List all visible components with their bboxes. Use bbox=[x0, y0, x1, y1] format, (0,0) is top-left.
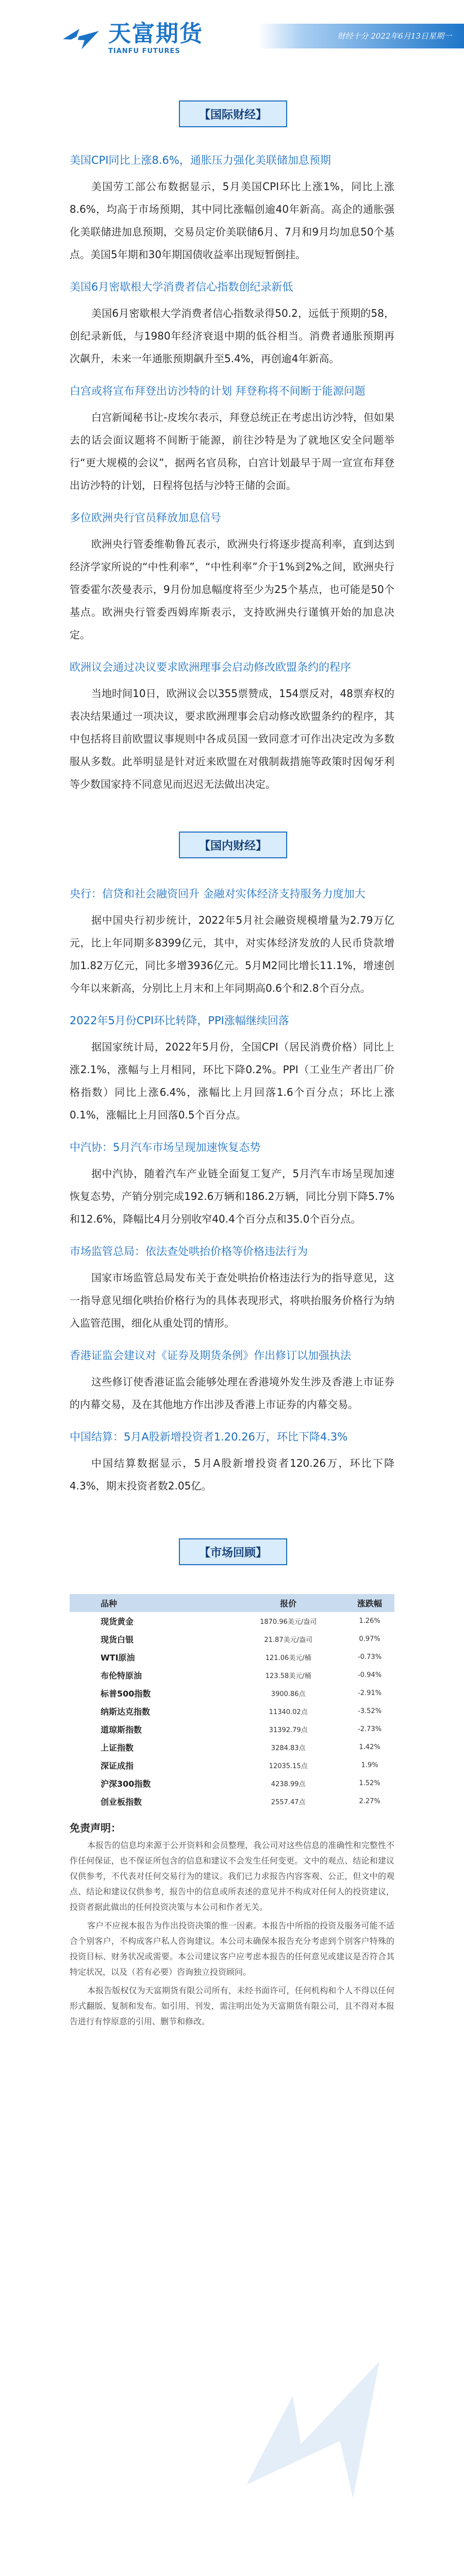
instrument-change: -0.73% bbox=[358, 1653, 382, 1661]
instrument-name: 标普500指数 bbox=[101, 1689, 151, 1699]
disclaimer-title: 免责声明： bbox=[70, 1822, 121, 1834]
instrument-change: -0.94% bbox=[358, 1671, 382, 1679]
news-item bbox=[60, 279, 404, 370]
instrument-change: -2.91% bbox=[358, 1689, 382, 1697]
disclaimer-block bbox=[60, 1820, 404, 2029]
news-body: 欧洲央行管委维勒鲁瓦表示，欧洲央行将逐步提高利率，直到达到经济学家所说的“中性利率”，“中性利率”介于1%到2%之间，欧洲央行管委霍尔茨曼表示，9月份加息幅度将至少为25个基点，也可能是50个基点。欧洲央行管委西姆库斯表示，支持欧洲央行谨慎开始的加息决定。 bbox=[70, 538, 394, 641]
brand-logo bbox=[61, 23, 203, 55]
news-headline: 中汽协：5月汽车市场呈现加速恢复态势 bbox=[70, 1141, 261, 1154]
disclaimer-paragraph: 本报告的信息均来源于公开资料和会员整理，我公司对这些信息的准确性和完整性不作任何保证，也不保证所包含的信息和建议不会发生任何变更。文中的观点、结论和建议仅供参考，不代表对任何交易行为的建议。我们已力求报告内容客观、公正，但文中的观点、结论和建议仅供参考，报告中的信息或所表述的意见并不构成对任何人的投资建议，投资者据此做出的任何投资决策与本公司和作者无关。 bbox=[70, 1840, 394, 1912]
instrument-price: 121.06美元/桶 bbox=[265, 1654, 311, 1662]
instrument-change: -3.52% bbox=[358, 1707, 382, 1715]
news-item bbox=[60, 1429, 404, 1497]
news-headline: 美国6月密歇根大学消费者信心指数创纪录新低 bbox=[70, 281, 293, 293]
news-body: 据中国央行初步统计，2022年5月社会融资规模增量为2.79万亿元，比上年同期多8399亿元，其中，对实体经济发放的人民币贷款增加1.82万亿元，同比多增3936亿元。5月M2同比增长11.1%，增速创今年以来新高，分别比上月末和上年同期高0.6个和2.8个百分点。 bbox=[70, 914, 394, 994]
news-headline: 多位欧洲央行官员释放加息信号 bbox=[70, 512, 221, 524]
table-row bbox=[70, 1774, 394, 1792]
section-market bbox=[60, 1497, 404, 1585]
instrument-price: 2557.47点 bbox=[271, 1799, 306, 1806]
instrument-price: 31392.79点 bbox=[269, 1726, 308, 1734]
news-item bbox=[60, 1140, 404, 1230]
table-header-row bbox=[70, 1594, 394, 1612]
instrument-name: 现货白银 bbox=[101, 1635, 134, 1645]
instrument-change: 1.52% bbox=[359, 1780, 380, 1787]
instrument-price: 3284.83点 bbox=[271, 1744, 306, 1752]
news-body: 这些修订使香港证监会能够处理在香港境外发生涉及香港上市证券的内幕交易，及在其他地方作出涉及香港上市证券的内幕交易。 bbox=[70, 1376, 394, 1411]
news-headline: 中国结算：5月A股新增投资者1.20.26万，环比下降4.3% bbox=[70, 1431, 348, 1443]
section-domestic bbox=[60, 795, 404, 873]
table-row bbox=[70, 1792, 394, 1810]
header-bar bbox=[0, 0, 464, 77]
table-row bbox=[70, 1648, 394, 1666]
instrument-change: 0.97% bbox=[359, 1635, 380, 1643]
news-item bbox=[60, 659, 404, 795]
instrument-price: 4238.99点 bbox=[271, 1781, 306, 1788]
instrument-name: 道琼斯指数 bbox=[101, 1725, 142, 1735]
news-body: 国家市场监管总局发布关于查处哄抬价格违法行为的指导意见，这一指导意见细化哄抬价格行为的具体表现形式，将哄抬服务价格行为纳入监管范围，细化从重处罚的情形。 bbox=[70, 1272, 394, 1329]
news-body: 中国结算数据显示，5月A股新增投资者120.26万，环比下降4.3%，期末投资者数2.05亿。 bbox=[70, 1457, 394, 1492]
news-body: 美国劳工部公布数据显示，5月美国CPI环比上涨1%，同比上涨8.6%，均高于市场预期，其中同比涨幅创逾40年新高。高企的通胀强化美联储进加息预期，交易员定价美联储6月、7月和9月均加息50个基点。美国5年期和30年期国债收益率出现短暂倒挂。 bbox=[70, 180, 394, 261]
instrument-name: 纳斯达克指数 bbox=[101, 1707, 151, 1717]
section-title-intl: 【国际财经】 bbox=[179, 100, 287, 127]
instrument-change: 1.9% bbox=[361, 1761, 378, 1769]
market-table bbox=[70, 1594, 394, 1810]
instrument-change: 1.26% bbox=[359, 1617, 380, 1625]
table-row bbox=[70, 1738, 394, 1756]
news-headline: 市场监管总局：依法查处哄抬价格等价格违法行为 bbox=[70, 1245, 308, 1258]
news-body: 白宫新闻秘书让-皮埃尔表示，拜登总统正在考虑出访沙特，但如果去的话会面议题将不间断于能源，前往沙特是为了就地区安全问题举行“更大规模的会议”，据两名官员称，白宫计划最早于周一宣宣布拜登出访沙特的计划，日程将包括与沙特王储的会面。 bbox=[70, 411, 394, 492]
date-banner bbox=[258, 24, 464, 48]
instrument-change: -2.73% bbox=[358, 1725, 382, 1733]
table-row bbox=[70, 1666, 394, 1684]
news-item bbox=[60, 152, 404, 266]
date-line: 财经十分 2022年6月13日星期一 bbox=[337, 31, 452, 41]
disclaimer-paragraph: 客户不应视本报告为作出投资决策的惟一因素。本报告中所指的投资及服务可能不适合个别客户，不构成客户私人咨询建议。本公司未确保本报告充分考虑到个别客户特殊的投资目标、财务状况或需要。本公司建议客户应考虑本报告的任何意见或建议是否符合其特定状况，以及（若有必要）咨询独立投资顾问。 bbox=[70, 1921, 394, 1977]
intl-news-list bbox=[60, 152, 404, 795]
instrument-price: 3900.86点 bbox=[271, 1690, 306, 1698]
news-item bbox=[60, 1013, 404, 1126]
instrument-price: 11340.02点 bbox=[269, 1708, 308, 1716]
instrument-name: 创业板指数 bbox=[101, 1797, 142, 1807]
news-headline: 欧洲议会通过决议要求欧洲理事会启动修改欧盟条约的程序 bbox=[70, 661, 351, 673]
news-headline: 香港证监会建议对《证券及期货条例》作出修订以加强执法 bbox=[70, 1349, 351, 1362]
disclaimer-paragraph: 本报告版权仅为天富期货有限公司所有，未经书面许可，任何机构和个人不得以任何形式翻版、复制和发布。如引用、刊发，需注明出处为天富期货有限公司，且不得对本报告进行有悖原意的引用、删节和修改。 bbox=[70, 1986, 394, 2026]
brand-watermark-icon bbox=[201, 2293, 428, 2576]
news-item bbox=[60, 510, 404, 646]
news-headline: 2022年5月份CPI环比转降，PPI涨幅继续回落 bbox=[70, 1014, 289, 1027]
section-title-domestic: 【国内财经】 bbox=[179, 832, 287, 858]
instrument-change: 1.42% bbox=[359, 1743, 380, 1751]
news-headline: 美国CPI同比上涨8.6%，通胀压力强化美联储加息预期 bbox=[70, 154, 331, 166]
table-row bbox=[70, 1684, 394, 1702]
brand-name-cn: 天富期货 bbox=[108, 21, 203, 47]
column-header: 报价 bbox=[280, 1599, 297, 1608]
table-row bbox=[70, 1702, 394, 1720]
column-header: 涨跌幅 bbox=[357, 1599, 383, 1608]
news-body: 当地时间10日，欧洲议会以355票赞成，154票反对，48票弃权的表决结果通过一项决议，要求欧洲理事会启动修改欧盟条约的程序，其中包括将目前欧盟议事规则中各成员国一致同意才可作出决定改为多数服从多数。此举明显是针对近来欧盟在对俄制裁措施等政策时因匈牙利等少数国家持不同意见而迟迟无法做出决定。 bbox=[70, 687, 394, 790]
table-row bbox=[70, 1630, 394, 1648]
news-item bbox=[60, 383, 404, 497]
table-row bbox=[70, 1612, 394, 1630]
section-intl bbox=[60, 77, 404, 139]
instrument-price: 12035.15点 bbox=[269, 1762, 308, 1770]
news-body: 据中汽协，随着汽车产业链全面复工复产，5月汽车市场呈现加速恢复态势，产销分别完成192.6万辆和186.2万辆，同比分别下降5.7%和12.6%，降幅比4月分别收窄40.4个百分点和35.0个百分点。 bbox=[70, 1167, 394, 1225]
instrument-price: 1870.96美元/盎司 bbox=[260, 1618, 317, 1626]
instrument-price: 21.87美元/盎司 bbox=[264, 1636, 312, 1644]
brand-mark-icon bbox=[61, 26, 101, 53]
instrument-name: 布伦特原油 bbox=[101, 1671, 142, 1681]
news-item bbox=[60, 886, 404, 999]
instrument-change: 2.27% bbox=[359, 1798, 380, 1805]
table-row bbox=[70, 1720, 394, 1738]
news-body: 美国6月密歇根大学消费者信心指数录得50.2，远低于预期的58，创纪录新低，与1980年经济衰退中期的低谷相当。消费者通胀预期再次飙升，未来一年通胀预期飙升至5.4%，再创逾4年新高。 bbox=[70, 307, 394, 365]
section-title-market: 【市场回顾】 bbox=[179, 1538, 287, 1565]
instrument-name: 上证指数 bbox=[101, 1743, 134, 1753]
brand-name-en: TIANFU FUTURES bbox=[108, 47, 180, 55]
news-item bbox=[60, 1244, 404, 1334]
news-item bbox=[60, 1348, 404, 1416]
news-headline: 央行：信贷和社会融资回升 金融对实体经济支持服务力度加大 bbox=[70, 888, 366, 900]
news-body: 据国家统计局，2022年5月份，全国CPI（居民消费价格）同比上涨2.1%，涨幅与上月相同，环比下降0.2%。PPI（工业生产者出厂价格指数）同比上涨6.4%，涨幅比上月回落1.6个百分点；环比上涨0.1%，涨幅比上月回落0.5个百分点。 bbox=[70, 1041, 394, 1121]
news-headline: 白宫或将宣布拜登出访沙特的计划 拜登称将不间断于能源问题 bbox=[70, 385, 366, 397]
table-row bbox=[70, 1756, 394, 1774]
instrument-name: 深证成指 bbox=[101, 1761, 134, 1771]
instrument-name: 现货黄金 bbox=[101, 1617, 134, 1626]
instrument-name: WTI原油 bbox=[101, 1653, 135, 1663]
domestic-news-list bbox=[60, 886, 404, 1497]
column-header: 品种 bbox=[101, 1599, 118, 1608]
instrument-price: 123.58美元/桶 bbox=[265, 1672, 311, 1680]
instrument-name: 沪深300指数 bbox=[101, 1779, 151, 1789]
report-body bbox=[60, 77, 404, 2029]
